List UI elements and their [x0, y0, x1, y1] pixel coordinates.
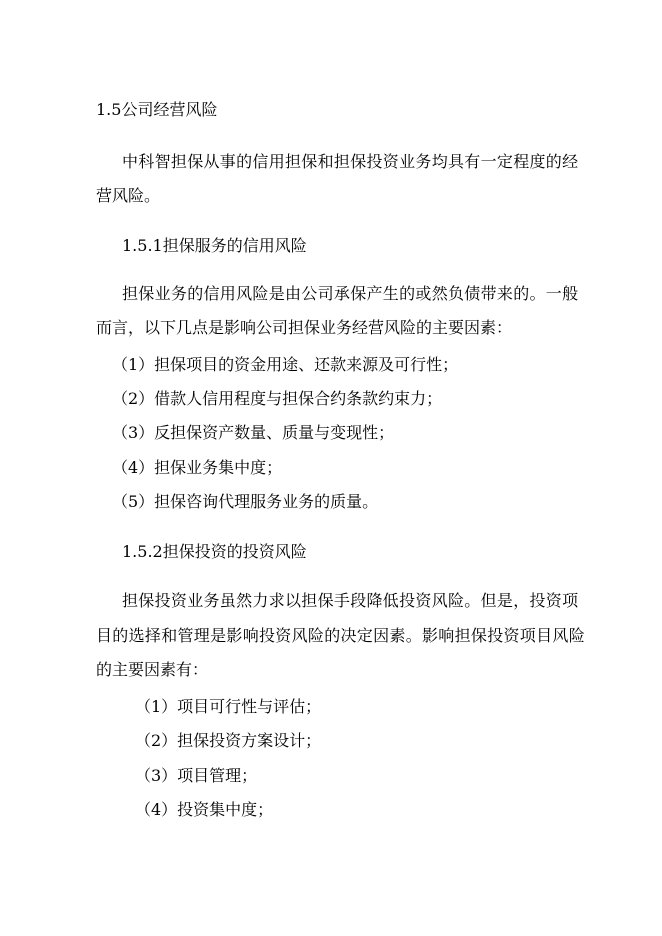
list-item: （5）担保咨询代理服务业务的质量。: [112, 492, 379, 511]
section-heading-1-5-1: 1.5.1担保服务的信用风险: [122, 236, 307, 255]
paragraph-line: 营风险。: [96, 186, 161, 205]
paragraph-line: 中科智担保从事的信用担保和担保投资业务均具有一定程度的经: [122, 152, 579, 171]
list-item: （4）担保业务集中度；: [112, 458, 283, 477]
list-item: （4）投资集中度；: [135, 800, 274, 819]
section-heading-1-5: 1.5公司经营风险: [96, 100, 218, 119]
list-item: （2）担保投资方案设计；: [135, 731, 322, 750]
list-item: （3）反担保资产数量、质量与变现性；: [112, 423, 395, 442]
paragraph-line: 的主要因素有：: [96, 660, 209, 679]
paragraph-line: 而言，以下几点是影响公司担保业务经营风险的主要因素：: [96, 318, 513, 337]
list-item: （3）项目管理；: [135, 766, 258, 785]
list-item: （1）项目可行性与评估；: [135, 697, 322, 716]
list-item: （2）借款人信用程度与担保合约条款约束力；: [112, 389, 443, 408]
section-heading-1-5-2: 1.5.2担保投资的投资风险: [122, 542, 307, 561]
list-item: （1）担保项目的资金用途、还款来源及可行性；: [112, 355, 459, 374]
paragraph-line: 担保业务的信用风险是由公司承保产生的或然负债带来的。一般: [122, 284, 579, 303]
paragraph-line: 目的选择和管理是影响投资风险的决定因素。影响担保投资项目风险: [96, 626, 586, 645]
paragraph-line: 担保投资业务虽然力求以担保手段降低投资风险。但是，投资项: [122, 591, 579, 610]
